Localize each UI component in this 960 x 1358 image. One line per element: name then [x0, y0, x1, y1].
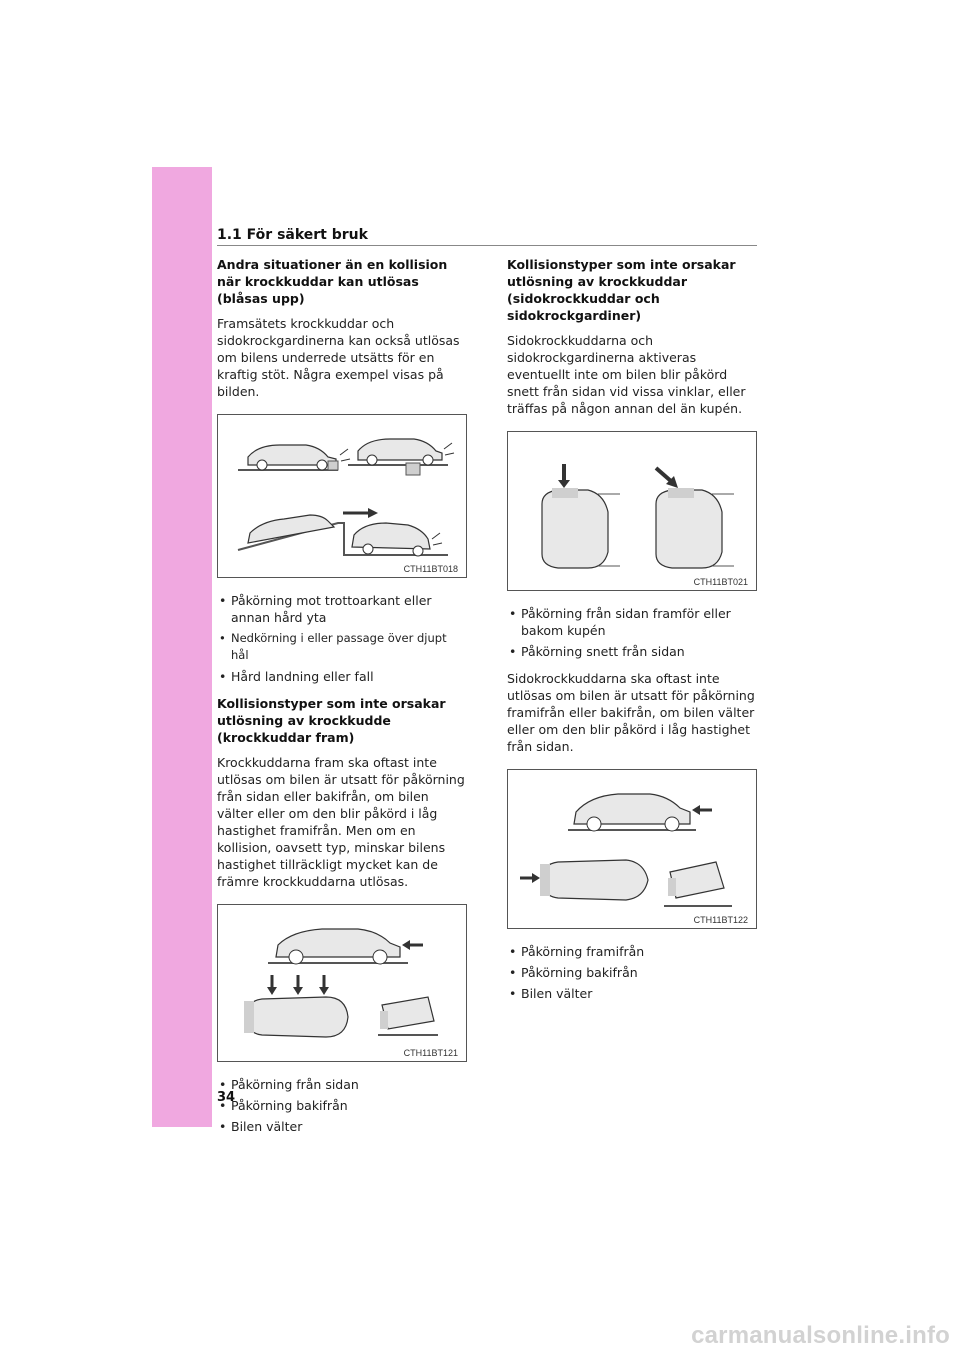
left-list-1 [217, 592, 467, 685]
list-item: • Påkörning från sidan [217, 1076, 467, 1093]
right-paragraph-1: Sidokrockkuddarna och sidokrockgardinerna aktiveras eventuellt inte om bilen blir påkörd snett från sidan vid vissa vinklar, eller träffas på någon annan del än kupén. [507, 333, 746, 416]
side-airbag-oblique-illustration [508, 432, 756, 590]
left-paragraph-2: Krockkuddarna fram ska oftast inte utlösas om bilen är utsatt för påkörning från sidan eller bakifrån, om bilen välter eller om den blir påkörd i låg hastighet framifrån. Men om en kollision, oavsett typ, minskar bilens hastighet tillräckligt mycket kan de främre krockkuddarna utlösas. [217, 755, 465, 889]
side-airbag-no-deploy-illustration [508, 770, 756, 928]
watermark: carmanualsonline.info [691, 1322, 950, 1349]
list-item: • Påkörning bakifrån [217, 1097, 467, 1114]
left-heading-1: Andra situationer än en kollision när krockkuddar kan utlösas (blåsas upp) [217, 257, 448, 306]
figure-code: CTH11BT021 [693, 577, 748, 587]
front-airbag-no-deploy-illustration [218, 905, 466, 1061]
left-paragraph-1: Framsätets krockkuddar och sidokrockgardinerna kan också utlösas om bilens underrede utsätts för en kraftig stöt. Några exempel visas på bilden. [217, 316, 460, 399]
left-heading-2: Kollisionstyper som inte orsakar utlösning av krockkudde (krockkuddar fram) [217, 696, 446, 745]
figure-code: CTH11BT122 [693, 915, 748, 925]
header-divider [217, 245, 757, 246]
list-item: • Påkörning snett från sidan [507, 643, 757, 660]
right-paragraph-2: Sidokrockkuddarna ska oftast inte utlösas om bilen är utsatt för påkörning framifrån eller bakifrån, om bilen välter eller om den blir påkörd i låg hastighet från sidan. [507, 671, 755, 754]
list-item: • Nedkörning i eller passage över djupt hål [217, 630, 467, 664]
figure-underbody-impact [217, 414, 467, 578]
figure-code: CTH11BT121 [403, 1048, 458, 1058]
list-item: • Påkörning framifrån [507, 943, 757, 960]
figure-side-airbag-no-deploy [507, 769, 757, 929]
list-item: • Påkörning från sidan framför eller bakom kupén [507, 605, 757, 639]
right-list-1 [507, 605, 757, 660]
figure-code: CTH11BT018 [403, 564, 458, 574]
list-item: • Påkörning bakifrån [507, 964, 757, 981]
figure-front-airbag-no-deploy [217, 904, 467, 1062]
list-item: • Hård landning eller fall [217, 668, 467, 685]
figure-side-airbag-oblique [507, 431, 757, 591]
right-column [507, 252, 757, 1012]
page-number: 34 [217, 1090, 236, 1105]
right-list-2 [507, 943, 757, 1002]
list-item: • Påkörning mot trottoarkant eller annan hård yta [217, 592, 467, 626]
list-item: • Bilen välter [507, 985, 757, 1002]
section-header: 1.1 För säkert bruk [217, 227, 368, 243]
list-item: • Bilen välter [217, 1118, 467, 1135]
section-tab-sidebar [152, 167, 212, 1127]
underbody-impact-illustration [218, 415, 466, 577]
left-list-2 [217, 1076, 467, 1135]
right-heading-1: Kollisionstyper som inte orsakar utlösning av krockkuddar (sidokrockkuddar och sidokrockgardiner) [507, 257, 736, 323]
left-column [217, 252, 467, 1145]
